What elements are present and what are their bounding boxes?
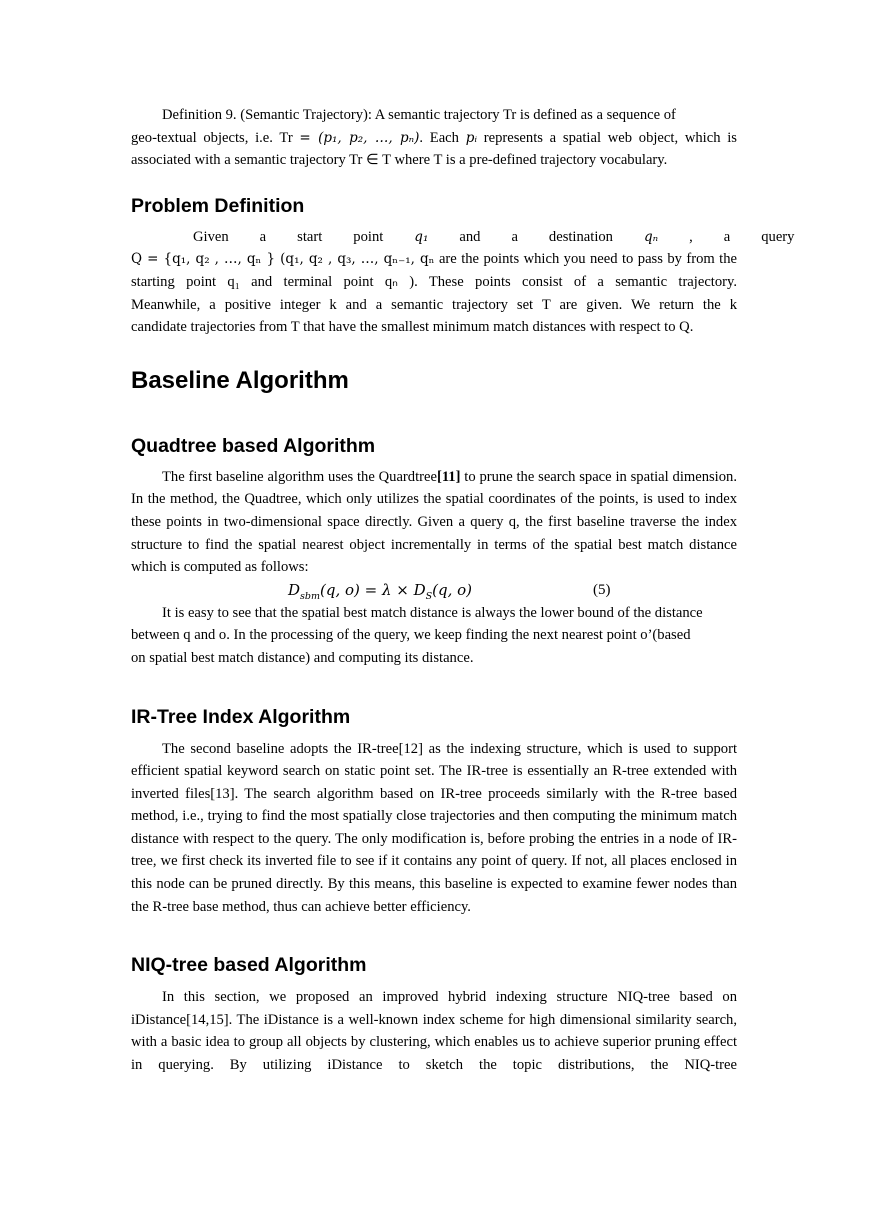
niqtree-heading: NIQ-tree based Algorithm bbox=[131, 954, 367, 977]
eq-d: D bbox=[288, 580, 301, 599]
equation-number: (5) bbox=[593, 581, 611, 598]
definition-text-b: . Each bbox=[419, 129, 466, 146]
problem-line-1-word: start bbox=[297, 228, 323, 245]
problem-line-1-word: point bbox=[353, 228, 384, 245]
quadtree-text-a: The first baseline algorithm uses the Quardtree bbox=[162, 468, 437, 485]
problem-line-1 bbox=[131, 226, 795, 249]
problem-line-1-word: qₙ bbox=[643, 228, 659, 245]
problem-paragraph bbox=[131, 226, 795, 339]
problem-definition-heading: Problem Definition bbox=[131, 194, 305, 217]
eq-tail: (q, o) bbox=[432, 580, 473, 599]
quadtree-section bbox=[131, 466, 737, 670]
page-content bbox=[131, 104, 795, 1077]
problem-line-1-word: Given bbox=[193, 228, 229, 245]
problem-line-1-word: and bbox=[459, 228, 481, 245]
quadtree-paragraph-1 bbox=[131, 466, 737, 579]
query-points-formula: (q₁, q₂ , q₃, …, qₙ₋₁, qₙ bbox=[275, 251, 435, 268]
pi-symbol: pᵢ bbox=[465, 129, 478, 146]
definition-line-1: Definition 9. (Semantic Trajectory): A semantic trajectory Tr is defined as a sequence of bbox=[162, 107, 676, 123]
problem-line-3: starting point q₁ and terminal point qₙ ). These points consist of a semantic trajectory. bbox=[131, 273, 737, 290]
problem-line-1-word: a bbox=[723, 228, 731, 245]
quadtree-text-b: to prune the search space in spatial dimension. In the method, the Quadtree, which only utilizes the spatial coordinates of the points, is used to index these points in two-dimensional space directly. Given a query q, the first baseline traverse the index structure to find the spatial nearest object incrementally in terms of the spatial best match distance which is computed as follows: bbox=[131, 468, 737, 576]
problem-line-5: candidate trajectories from T that have the smallest minimum match distances with respect to Q. bbox=[131, 319, 694, 336]
problem-line-1-word: query bbox=[761, 228, 795, 245]
problem-line-1-word: , bbox=[689, 228, 693, 245]
problem-line-1-word: q₁ bbox=[414, 228, 429, 245]
definition-line-3: associated with a semantic trajectory Tr ∈ T where T is a pre-defined trajectory vocabulary. bbox=[131, 152, 668, 169]
eq-sub-sbm: sbm bbox=[300, 590, 320, 602]
definition-line-2 bbox=[131, 127, 737, 150]
equation-formula bbox=[288, 579, 472, 608]
problem-line-1-word: a bbox=[511, 228, 518, 245]
problem-line-1-word: destination bbox=[548, 228, 613, 245]
baseline-algorithm-heading: Baseline Algorithm bbox=[131, 366, 349, 394]
irtree-heading: IR-Tree Index Algorithm bbox=[131, 705, 351, 728]
quadtree-paragraph-2-line-3: on spatial best match distance) and computing its distance. bbox=[131, 649, 474, 666]
problem-line-4: Meanwhile, a positive integer k and a semantic trajectory set T are given. We return the k bbox=[131, 296, 737, 313]
eq-sub-s: S bbox=[425, 590, 433, 602]
quadtree-heading: Quadtree based Algorithm bbox=[131, 434, 376, 457]
quadtree-paragraph-2-line-1: It is easy to see that the spatial best match distance is always the lower bound of the distance bbox=[162, 604, 703, 621]
definition-text-c: represents a spatial web object, which is bbox=[477, 129, 737, 146]
irtree-paragraph: The second baseline adopts the IR-tree[12] as the indexing structure, which is used to support efficient spatial keyword search on static point set. The IR-tree is essentially an R-tree extended with inverted files[13]. The search algorithm based on IR-tree proceeds similarly with the R-tree based method, i.e., trying to find the most spatially close trajectories and then computing the minimum match distance with respect to the query. The only modification is, before probing the entries in a node of IR-tree, we first check its inverted file to see if it contains any point of query. If not, all places enclosed in this node can be pruned directly. By this means, this baseline is expected to examine fewer nodes than the R-tree base method, thus can achieve better efficiency. bbox=[131, 740, 737, 915]
equation-5 bbox=[131, 579, 737, 602]
problem-line-2 bbox=[131, 248, 737, 271]
quadtree-paragraph-2-line-2: between q and o. In the processing of the query, we keep finding the next nearest point o’(based bbox=[131, 627, 691, 644]
eq-mid: (q, o) = λ × D bbox=[320, 580, 426, 599]
problem-line-2-text: are the points which you need to pass by from the bbox=[434, 251, 737, 268]
query-set-formula: Q = {q₁, q₂ , …, qₙ } bbox=[131, 251, 276, 268]
definition-paragraph bbox=[131, 104, 737, 172]
definition-text-a: geo-textual objects, i.e. Tr bbox=[131, 129, 300, 146]
problem-line-1-word: a bbox=[259, 228, 267, 245]
trajectory-formula: = (p₁, p₂, …, pₙ) bbox=[299, 129, 420, 146]
niqtree-paragraph: In this section, we proposed an improved hybrid indexing structure NIQ-tree based on iDistance[14,15]. The iDistance is a well-known index scheme for high dimensional similarity search, with a basic idea to group all objects by clustering, which enables us to achieve superior pruning effect in querying. By utilizing iDistance to sketch the topic distributions, the NIQ-tree bbox=[131, 989, 737, 1074]
citation-11: [11] bbox=[436, 468, 461, 485]
